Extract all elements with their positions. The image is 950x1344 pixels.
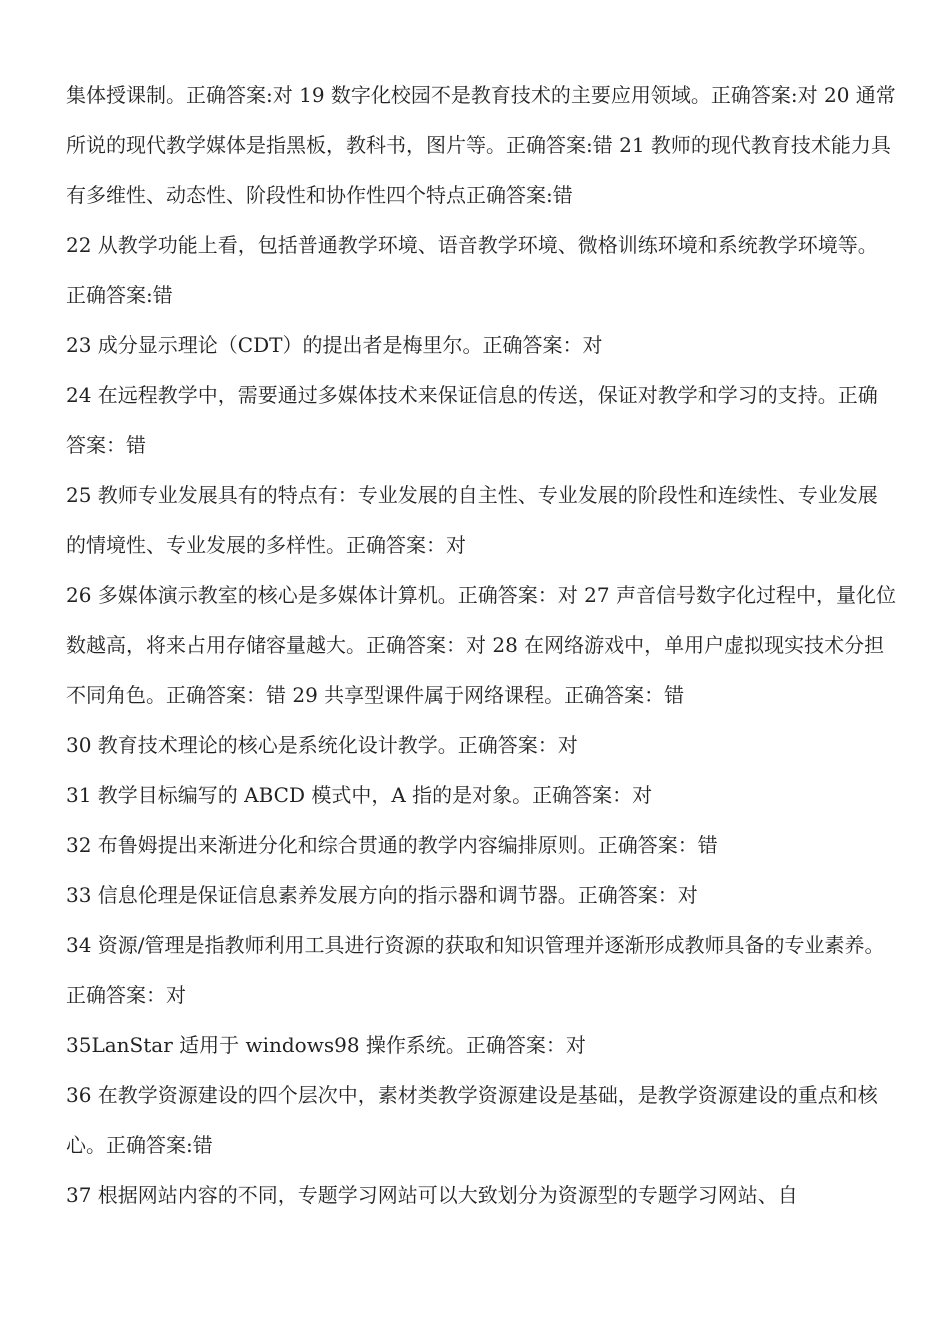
paragraph-4: 24 在远程教学中，需要通过多媒体技术来保证信息的传送，保证对教学和学习的支持。正确答案：错 [66, 383, 878, 457]
paragraph-13: 36 在教学资源建设的四个层次中，素材类教学资源建设是基础，是教学资源建设的重点和核心。正确答案:错 [66, 1083, 878, 1157]
paragraph-14: 37 根据网站内容的不同，专题学习网站可以大致划分为资源型的专题学习网站、自 [66, 1183, 798, 1207]
paragraph-6: 26 多媒体演示教室的核心是多媒体计算机。正确答案：对 27 声音信号数字化过程中，量化位数越高，将来占用存储容量越大。正确答案：对 28 在网络游戏中，单用户虚拟现实技术分担不同角色。正确答案：错 29 共享型课件属于网络课程。正确答案：错 [66, 583, 896, 707]
paragraph-3: 23 成分显示理论（CDT）的提出者是梅里尔。正确答案：对 [66, 333, 603, 357]
paragraph-5: 25 教师专业发展具有的特点有：专业发展的自主性、专业发展的阶段性和连续性、专业发展的情境性、专业发展的多样性。正确答案：对 [66, 483, 878, 557]
paragraph-7: 30 教育技术理论的核心是系统化设计教学。正确答案：对 [66, 733, 578, 757]
paragraph-2: 22 从教学功能上看，包括普通教学环境、语音教学环境、微格训练环境和系统教学环境等。正确答案:错 [66, 233, 878, 307]
paragraph-10: 33 信息伦理是保证信息素养发展方向的指示器和调节器。正确答案：对 [66, 883, 698, 907]
paragraph-9: 32 布鲁姆提出来渐进分化和综合贯通的教学内容编排原则。正确答案：错 [66, 833, 718, 857]
paragraph-11: 34 资源/管理是指教师利用工具进行资源的获取和知识管理并逐渐形成教师具备的专业素养。正确答案：对 [66, 933, 885, 1007]
document-page [66, 70, 896, 1220]
paragraph-1: 集体授课制。正确答案:对 19 数字化校园不是教育技术的主要应用领域。正确答案:对 20 通常所说的现代教学媒体是指黑板，教科书，图片等。正确答案:错 21 教师的现代教育技术能力具有多维性、动态性、阶段性和协作性四个特点正确答案:错 [66, 83, 896, 207]
paragraph-12: 35LanStar 适用于 windows98 操作系统。正确答案：对 [66, 1033, 586, 1057]
paragraph-8: 31 教学目标编写的 ABCD 模式中，A 指的是对象。正确答案：对 [66, 783, 653, 807]
